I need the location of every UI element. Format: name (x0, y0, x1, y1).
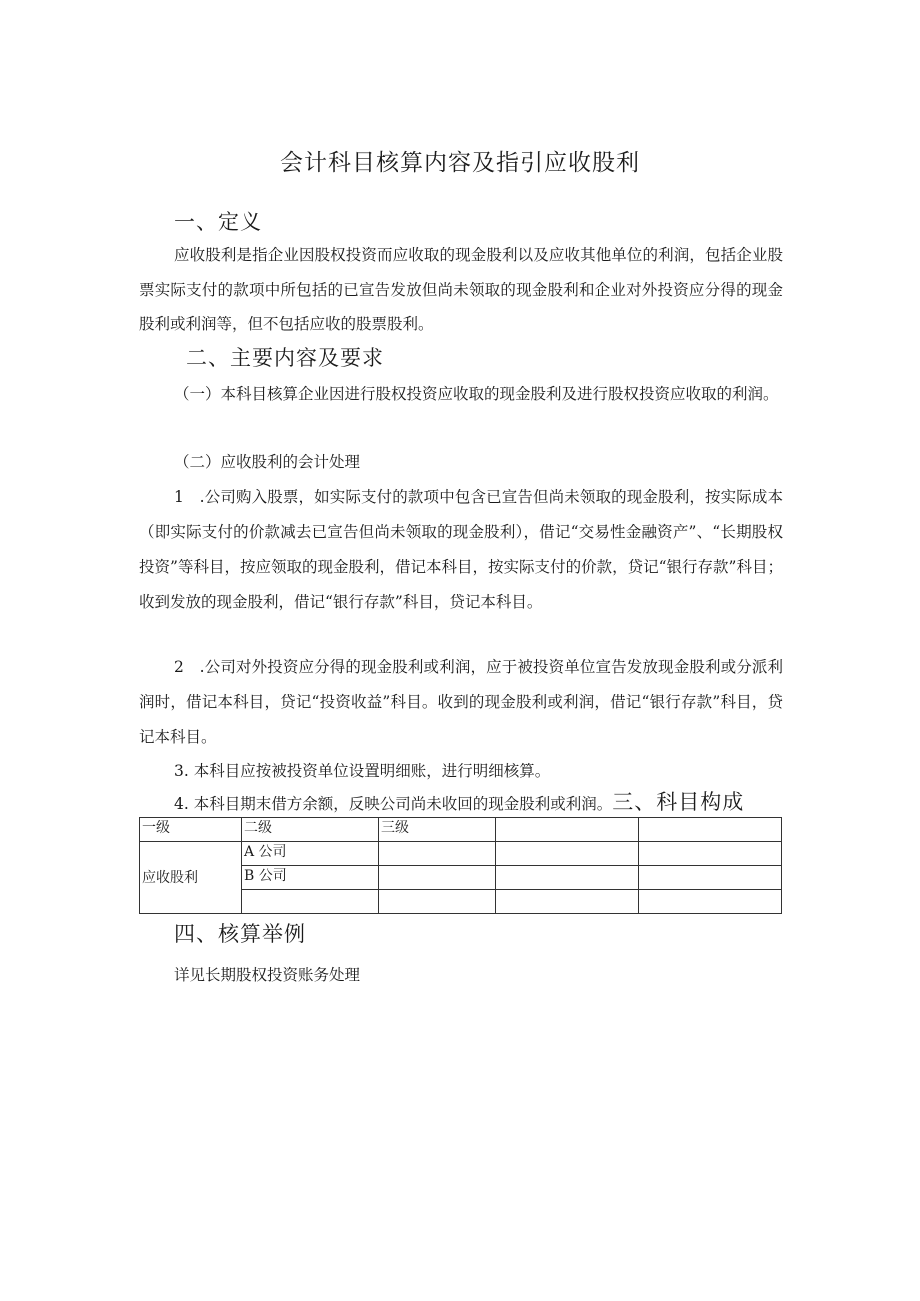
table-cell (379, 866, 496, 890)
table-cell (496, 842, 639, 866)
level2-cell (242, 890, 379, 914)
section-heading-requirements: 二、主要内容及要求 (186, 346, 384, 370)
account-structure-table (139, 817, 782, 914)
definition-paragraph: 应收股利是指企业因股权投资而应收取的现金股利以及应收其他单位的利润，包括企业股票实际支付的款项中所包括的已宣告发放但尚未领取的现金股利和企业对外投资应分得的现金股利或利润等，但不包括应收的股票股利。 (139, 246, 783, 333)
header-cell (639, 818, 782, 842)
accounting-point-2: 2 .公司对外投资应分得的现金股利或利润，应于被投资单位宣告发放现金股利或分派利润时，借记本科目，贷记“投资收益”科目。收到的现金股利或利润，借记“银行存款”科目，贷记本科目。 (139, 658, 783, 746)
table-cell (639, 890, 782, 914)
requirement-item-2: （二）应收股利的会计处理 (174, 453, 361, 471)
accounting-point-3: 3. 本科目应按被投资单位设置明细账，进行明细核算。 (174, 762, 551, 780)
table-cell (639, 866, 782, 890)
point-4-line (174, 786, 744, 816)
table-cell (639, 842, 782, 866)
requirement-item-1: （一）本科目核算企业因进行股权投资应收取的现金股利及进行股权投资应收取的利润。 (174, 385, 779, 403)
accounting-point-4: 4. 本科目期末借方余额，反映公司尚未收回的现金股利或利润。 (174, 795, 613, 813)
table-cell (496, 866, 639, 890)
section-heading-structure: 三、科目构成 (612, 790, 745, 814)
header-cell (496, 818, 639, 842)
table-header-row (140, 818, 782, 842)
header-cell: 一级 (140, 818, 242, 842)
page-title: 会计科目核算内容及指引应收股利 (280, 150, 640, 176)
level2-cell: B 公司 (242, 866, 379, 890)
level2-cell: A 公司 (242, 842, 379, 866)
level1-cell: 应收股利 (140, 842, 242, 914)
accounting-point-1: 1 .公司购入股票，如实际支付的款项中包含已宣告但尚未领取的现金股利，按实际成本（即实际支付的价款减去已宣告但尚未领取的现金股利），借记“交易性金融资产”、“长期股权投资”等科目，按应领取的现金股利，借记本科目，按实际支付的价款，贷记“银行存款”科目；收到发放的现金股利，借记“银行存款”科目，贷记本科目。 (139, 488, 783, 611)
header-cell: 三级 (379, 818, 496, 842)
table-cell (496, 890, 639, 914)
section-heading-definition: 一、定义 (174, 210, 262, 234)
table-row (140, 842, 782, 866)
header-cell: 二级 (242, 818, 379, 842)
example-text: 详见长期股权投资账务处理 (174, 966, 361, 984)
table-cell (379, 842, 496, 866)
table-cell (379, 890, 496, 914)
section-heading-example: 四、核算举例 (174, 922, 306, 946)
